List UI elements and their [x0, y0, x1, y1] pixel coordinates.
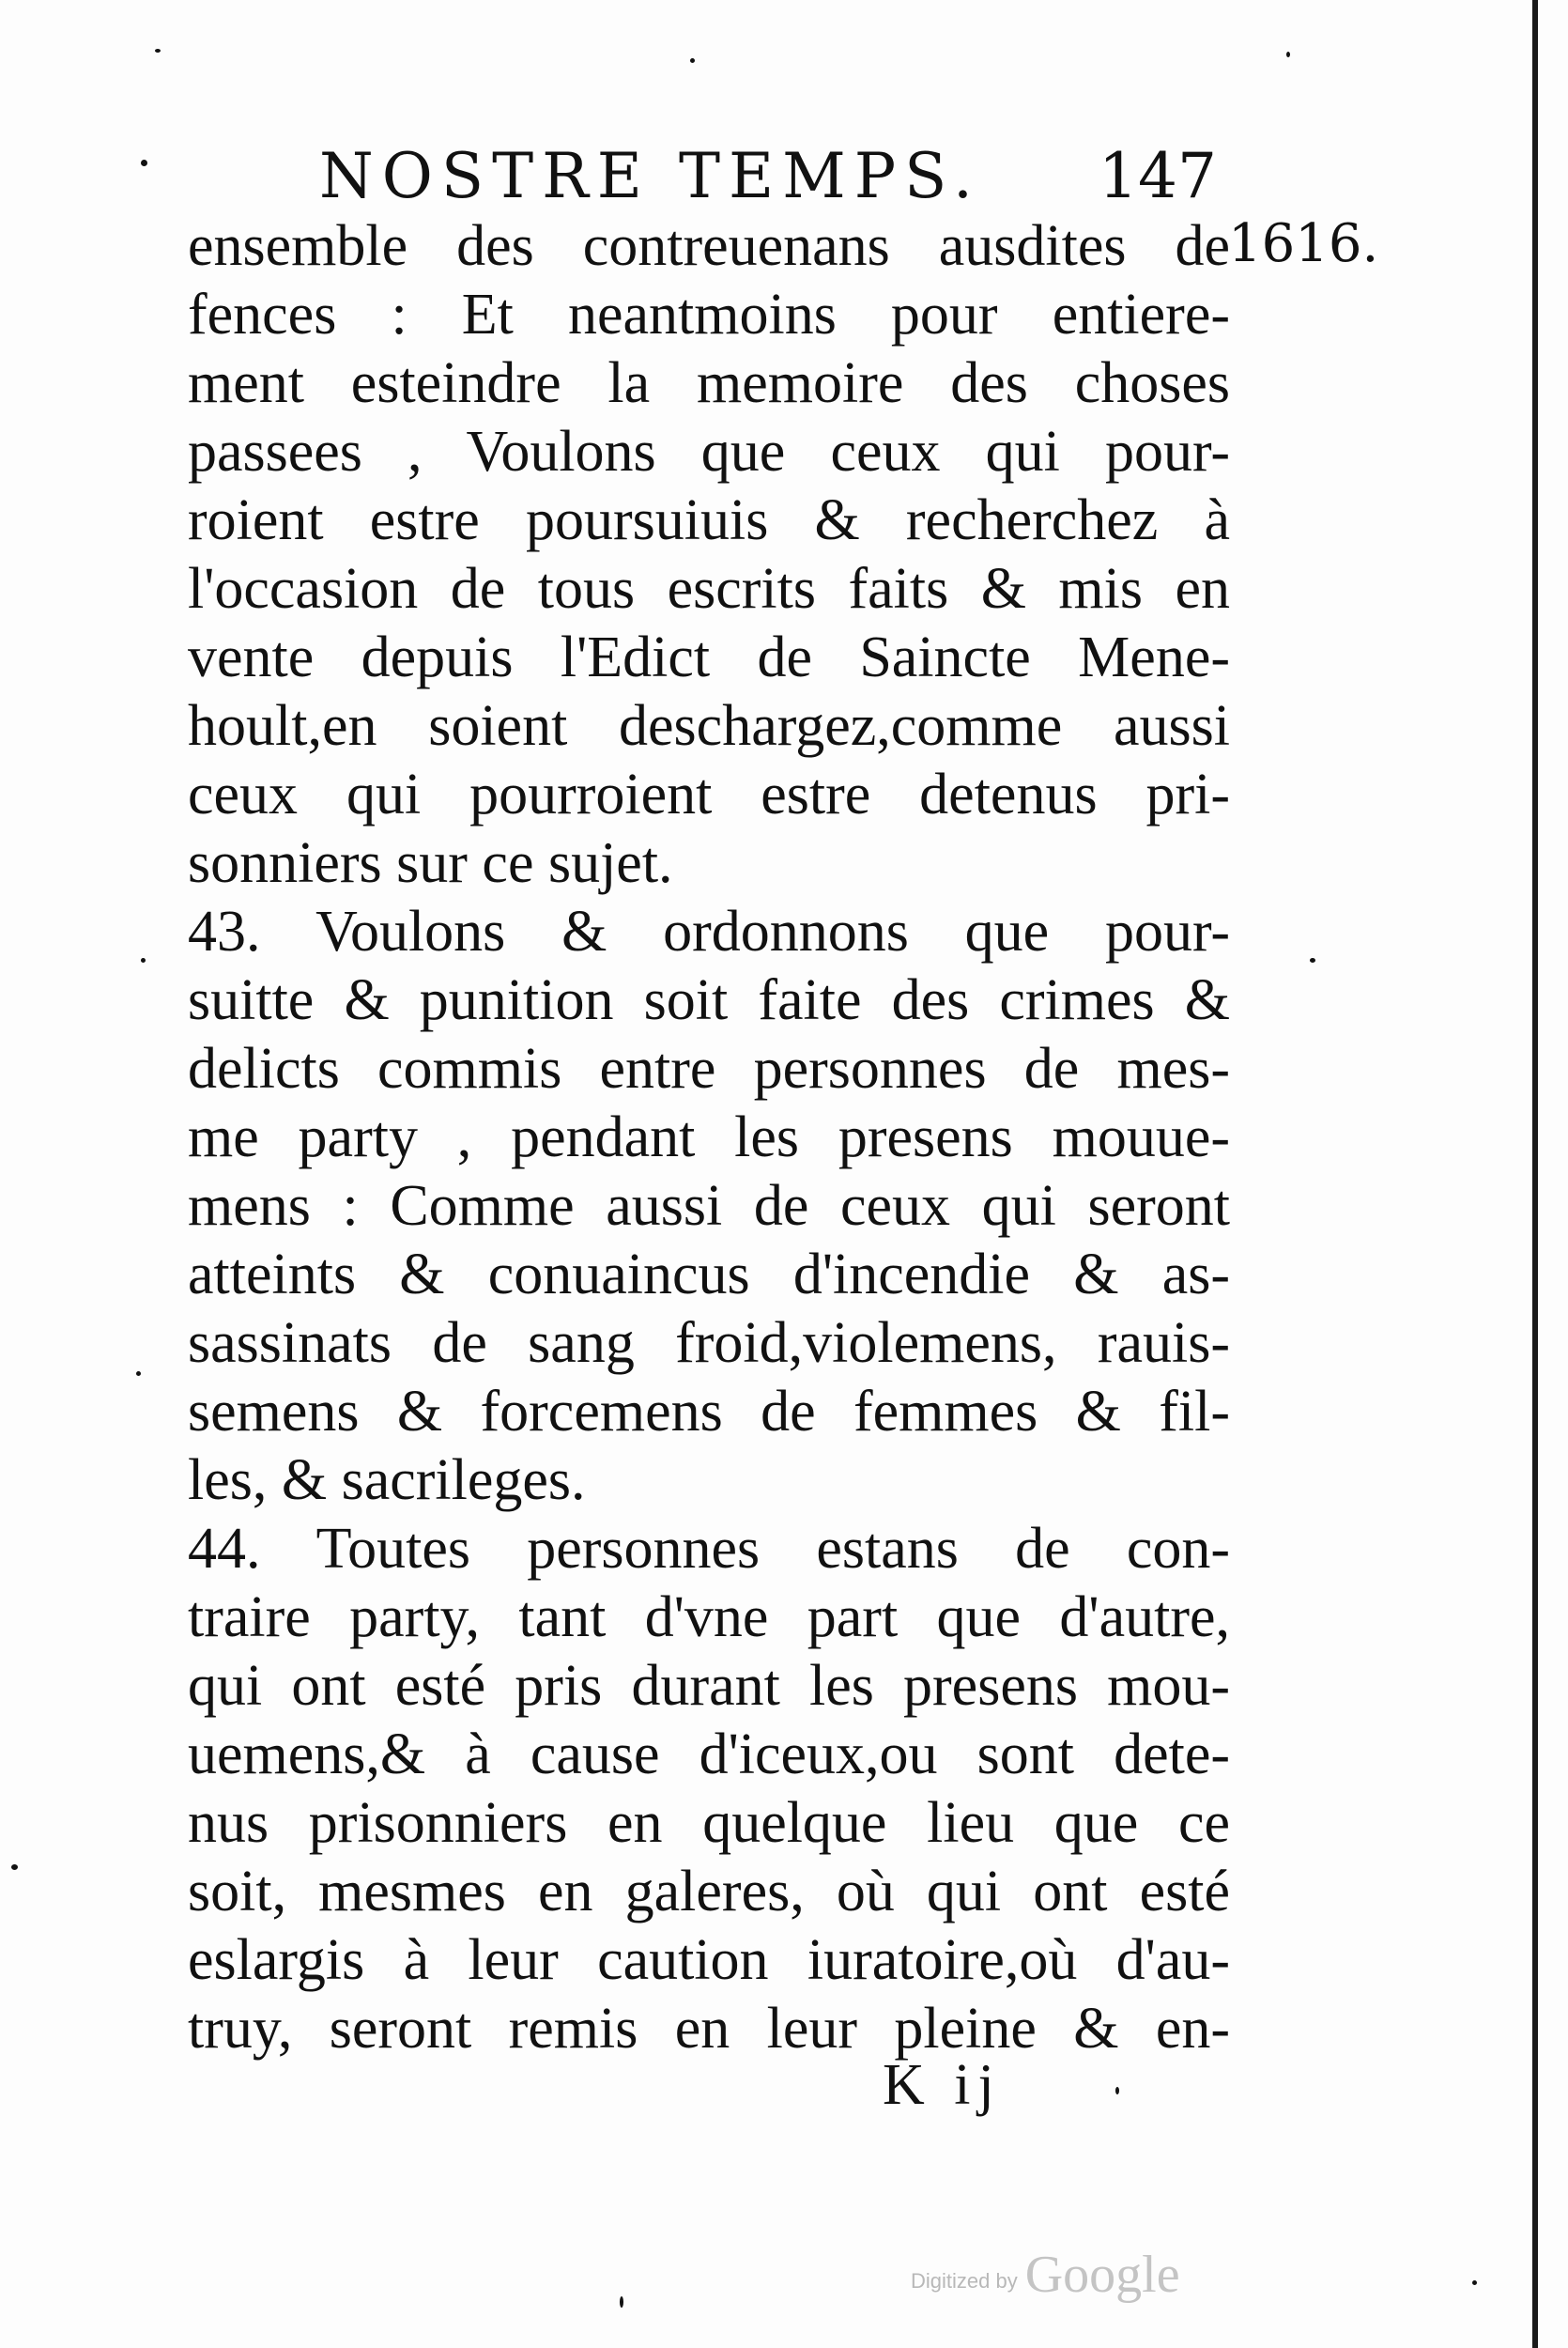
text-line: eslargis à leur caution iuratoire,où d'au- — [188, 1928, 1230, 1992]
text-line: passees , Voulons que ceux qui pour- — [188, 420, 1230, 484]
print-speck — [1286, 52, 1290, 57]
text-line: truy, seront remis en leur pleine & en- — [188, 1997, 1230, 2061]
text-line: roient estre poursuiuis & recherchez à — [188, 488, 1230, 552]
text-line: soit, mesmes en galeres, où qui ont esté — [188, 1860, 1230, 1923]
body-text — [188, 212, 1230, 2063]
print-speck — [141, 958, 146, 963]
text-line: semens & forcemens de femmes & fil- — [188, 1380, 1230, 1444]
watermark-small-text: Digitized by — [911, 2269, 1018, 2293]
text-line: l'occasion de tous escrits faits & mis en — [188, 557, 1230, 621]
text-line: sassinats de sang froid,violemens, rauis- — [188, 1311, 1230, 1375]
text-line: sonniers sur ce sujet. — [188, 831, 673, 895]
signature-mark: K ij — [883, 2053, 1002, 2117]
text-line: suitte & punition soit faite des crimes & — [188, 968, 1230, 1032]
text-line: uemens,& à cause d'iceux,ou sont dete- — [188, 1722, 1230, 1786]
print-speck — [690, 58, 695, 63]
print-speck — [1115, 2087, 1119, 2094]
running-head-title: NOSTRE TEMPS. — [319, 140, 981, 212]
article-44-start: 44. Toutes personnes estans de con- — [188, 1517, 1230, 1581]
print-speck — [155, 49, 161, 53]
margin-year-note: 1616. — [1228, 213, 1379, 274]
article-43-start: 43. Voulons & ordonnons que pour- — [188, 900, 1230, 964]
text-line: delicts commis entre personnes de mes- — [188, 1037, 1230, 1101]
text-line: atteints & conuaincus d'incendie & as- — [188, 1243, 1230, 1306]
text-line: vente depuis l'Edict de Saincte Mene- — [188, 626, 1230, 689]
print-speck — [141, 160, 147, 166]
text-line: mens : Comme aussi de ceux qui seront — [188, 1174, 1230, 1238]
print-speck — [1472, 2280, 1477, 2285]
text-line: traire party, tant d'vne part que d'autre, — [188, 1585, 1230, 1649]
print-speck — [136, 1371, 141, 1376]
text-line: ceux qui pourroient estre detenus pri- — [188, 763, 1230, 826]
text-line: me party , pendant les presens mouue- — [188, 1105, 1230, 1169]
digitized-watermark — [911, 2237, 1180, 2303]
text-line: ment esteindre la memoire des choses — [188, 351, 1230, 415]
print-speck — [620, 2296, 623, 2308]
page-edge-rule — [1532, 0, 1538, 2348]
text-line: les, & sacrileges. — [188, 1448, 586, 1512]
running-head — [254, 139, 1239, 214]
text-line: qui ont esté pris durant les presens mou- — [188, 1654, 1230, 1718]
text-line: hoult,en soient deschargez,comme aussi — [188, 694, 1230, 758]
text-line: nus prisonniers en quelque lieu que ce — [188, 1791, 1230, 1855]
text-line: ensemble des contreuenans ausdites de — [188, 214, 1230, 278]
print-speck — [11, 1864, 18, 1870]
watermark-logo-text: Google — [1024, 2246, 1180, 2304]
text-line: fences : Et neantmoins pour entiere- — [188, 283, 1230, 347]
print-speck — [1310, 958, 1315, 963]
page-number: 147 — [1099, 140, 1217, 212]
